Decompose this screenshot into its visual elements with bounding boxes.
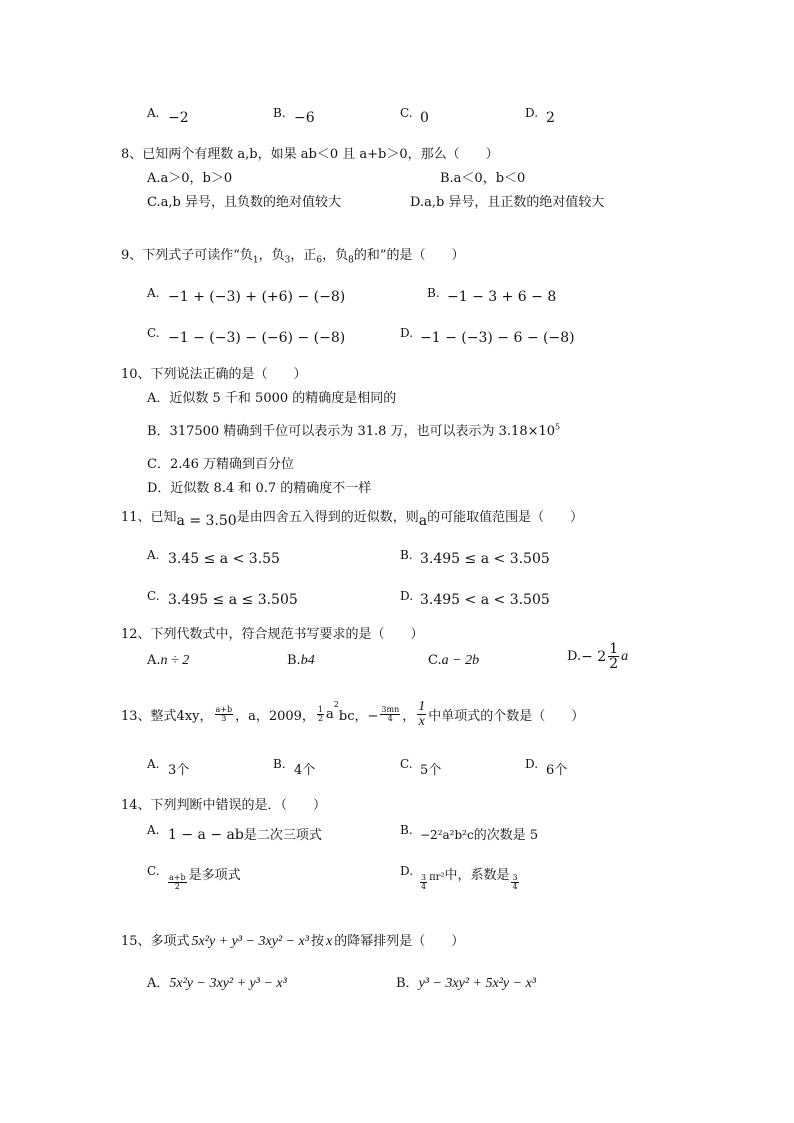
q13-option-a-label: A. (147, 757, 160, 771)
q13-frac3-num: 3mn (381, 705, 400, 714)
q14-option-c-label: C. (147, 864, 160, 878)
q12-option-a-expr: n ÷ 2 (160, 653, 190, 668)
q13-mono-exp: 2 (333, 700, 339, 709)
q9-sep-2: ，正 (290, 248, 317, 263)
q9-option-a: −1 + (−3) + (+6) − (−8) (168, 289, 346, 305)
q15-stem-post: 的降幂排列是（ ） (334, 934, 465, 949)
q12-option-d-numerator: 1 (609, 641, 619, 657)
q12-option-c-label: C. (428, 653, 442, 668)
q14-option-a (168, 824, 322, 843)
q15-stem-mid: 按 (310, 934, 324, 949)
q9-option-c: −1 − (−3) − (−6) − (−8) (168, 330, 346, 346)
q11-option-a: 3.45 ≤ a < 3.55 (168, 551, 280, 567)
q13-mono-tail: bc，− (338, 709, 379, 724)
q14-option-d (418, 864, 521, 891)
q10-option-d: D．近似数 8.4 和 0.7 的精确度不一样 (147, 481, 372, 496)
q9-option-a-label: A. (147, 286, 160, 300)
q11-option-c-label: C. (147, 589, 160, 603)
q12-option-c-expr: a − 2b (441, 653, 480, 668)
q7-option-b: −6 (294, 110, 315, 126)
q13-frac4-den: x (418, 714, 425, 729)
q13-option-d-label: D. (525, 757, 539, 771)
q15-option-a (147, 972, 287, 992)
q13-frac1-num: a+b (215, 705, 233, 714)
q14-option-d-coef-num: 3 (512, 873, 518, 882)
q14-option-c (166, 864, 241, 891)
q14-option-d-expr: πr² (429, 872, 445, 883)
q13-sep-2: ， (402, 709, 416, 724)
q10-option-b-exponent: 5 (555, 422, 561, 432)
q12-option-a-label: A. (147, 653, 161, 668)
q13-option-c-label: C. (400, 757, 413, 771)
q15-option-a-label: A． (147, 976, 170, 991)
q13-option-b: 4个 (294, 763, 316, 778)
q13-stem-post: 中单项式的个数是（ ） (428, 709, 585, 724)
q7-option-b-label: B. (273, 106, 286, 120)
q9-option-c-label: C. (147, 326, 160, 340)
q12-option-a (147, 653, 189, 669)
q14-option-b (420, 824, 538, 843)
q12-option-d-whole: − 2 (581, 648, 607, 665)
q14-option-a-expr: 1 − a − ab (168, 827, 244, 843)
q13-sep-1: ，a，2009， (235, 709, 315, 724)
q8-option-a: A.a＞0，b＞0 (147, 171, 233, 186)
q12-option-c (428, 653, 479, 669)
q7-option-c-label: C. (400, 106, 413, 120)
q14-stem: 14、下列判断中错误的是．（ ） (121, 798, 327, 813)
q13-option-a: 3个 (168, 763, 190, 778)
q13-stem-pre: 13、整式4xy， (121, 709, 213, 724)
q15-var: x (325, 934, 333, 949)
q12-stem: 12、下列代数式中，符合规范书写要求的是（ ） (121, 627, 424, 642)
q13-option-d: 6个 (546, 763, 568, 778)
q9-sub-2: 3 (284, 255, 291, 266)
q13-frac1-den: 3 (221, 714, 227, 723)
q12-option-d-label: D. (567, 649, 582, 664)
q7-option-d: 2 (546, 110, 555, 126)
q13-option-c: 5个 (420, 763, 442, 778)
q14-option-c-num: a+b (169, 873, 186, 882)
q12-option-b-label: B. (287, 653, 301, 668)
q11-stem-mid: 是由四舍五入得到的近似数，则 (236, 510, 419, 525)
q13-mono: a (326, 707, 334, 722)
q13-frac4-num: 1 (418, 699, 426, 714)
q10-option-b-text: B．317500 精确到千位可以表示为 31.8 万，也可以表示为 3.18×10 (147, 424, 556, 439)
q10-option-a: A．近似数 5 千和 5000 的精确度是相同的 (147, 391, 397, 406)
q9-sep-3: ，负 (322, 248, 349, 263)
q8-option-b: B.a＜0，b＜0 (440, 171, 526, 186)
q7-option-a: −2 (168, 110, 189, 126)
q9-sep-1: ，负 (258, 248, 285, 263)
q11-option-b-label: B. (400, 548, 413, 562)
q14-option-d-den: 4 (421, 882, 427, 891)
q15-option-b-expr: y³ − 3xy² + 5x²y − x³ (418, 976, 536, 991)
q14-option-b-text: 的次数是 5 (473, 828, 539, 843)
q12-option-d-denominator: 2 (609, 656, 619, 672)
q14-option-d-text: 中，系数是 (444, 868, 510, 883)
q12-option-d-var: a (621, 648, 629, 664)
q15-stem (121, 930, 464, 950)
q13-frac3-den: 4 (387, 714, 393, 723)
q9-option-d: −1 − (−3) − 6 − (−8) (420, 330, 575, 346)
q9-sub-1: 1 (252, 255, 259, 266)
q7-option-a-label: A. (147, 106, 160, 120)
q7-option-d-label: D. (525, 106, 539, 120)
q15-option-b (396, 972, 536, 992)
q9-sub-3: 6 (316, 255, 323, 266)
q14-option-a-text: 是二次三项式 (243, 828, 322, 843)
q10-stem: 10、下列说法正确的是（ ） (121, 367, 307, 382)
q15-option-b-label: B． (396, 976, 419, 991)
q7-option-c: 0 (420, 110, 429, 126)
q12-option-b-expr: b4 (300, 653, 315, 668)
q15-polynomial: 5x²y + y³ − 3xy² − x³ (191, 934, 309, 949)
q9-sub-4: 8 (348, 255, 354, 266)
q14-option-a-label: A. (147, 823, 160, 837)
q15-option-a-expr: 5x²y − 3xy² + y³ − x³ (169, 976, 287, 991)
q8-option-d: D.a,b 异号，且正数的绝对值较大 (410, 195, 605, 210)
q14-option-b-label: B. (400, 823, 413, 837)
q11-stem-post: 的可能取值范围是（ ） (427, 510, 584, 525)
q13-frac2-num: 1 (317, 705, 324, 714)
q13-frac2-den: 2 (317, 714, 324, 723)
q12-option-b (287, 653, 315, 669)
q12-option-d (567, 642, 628, 671)
q14-option-c-den: 2 (174, 882, 180, 891)
q13-stem (121, 700, 584, 729)
q11-option-b: 3.495 ≤ a < 3.505 (420, 551, 550, 567)
q14-option-d-label: D. (400, 864, 414, 878)
q11-option-c: 3.495 ≤ a ≤ 3.505 (168, 592, 298, 608)
q8-stem: 8、已知两个有理数 a,b，如果 ab＜0 且 a+b＞0，那么（ ） (121, 147, 499, 162)
q14-option-c-text: 是多项式 (188, 868, 241, 883)
q9-option-d-label: D. (400, 326, 414, 340)
q11-var: a (418, 513, 428, 529)
q9-stem (121, 244, 465, 266)
q15-stem-pre: 15、多项式 (121, 934, 190, 949)
q11-expr: a = 3.50 (176, 513, 237, 529)
q11-option-d: 3.495 < a < 3.505 (420, 592, 550, 608)
q14-option-b-expr: −2²a²b²c (420, 828, 474, 842)
q8-option-c: C.a,b 异号，且负数的绝对值较大 (147, 195, 341, 210)
q10-option-c: C．2.46 万精确到百分位 (147, 457, 295, 472)
q11-stem (121, 506, 584, 529)
q11-option-d-label: D. (400, 589, 414, 603)
q14-option-d-num: 3 (421, 873, 427, 882)
q10-option-b (147, 420, 560, 439)
q11-stem-pre: 11、已知 (121, 510, 177, 525)
q9-stem-post: 的和”的是（ ） (353, 248, 465, 263)
q9-stem-pre: 9、下列式子可读作“负 (121, 248, 253, 263)
q13-option-b-label: B. (273, 757, 286, 771)
q9-option-b-label: B. (427, 286, 440, 300)
q11-option-a-label: A. (147, 548, 160, 562)
q14-option-d-coef-den: 4 (512, 882, 518, 891)
q9-option-b: −1 − 3 + 6 − 8 (447, 289, 557, 305)
